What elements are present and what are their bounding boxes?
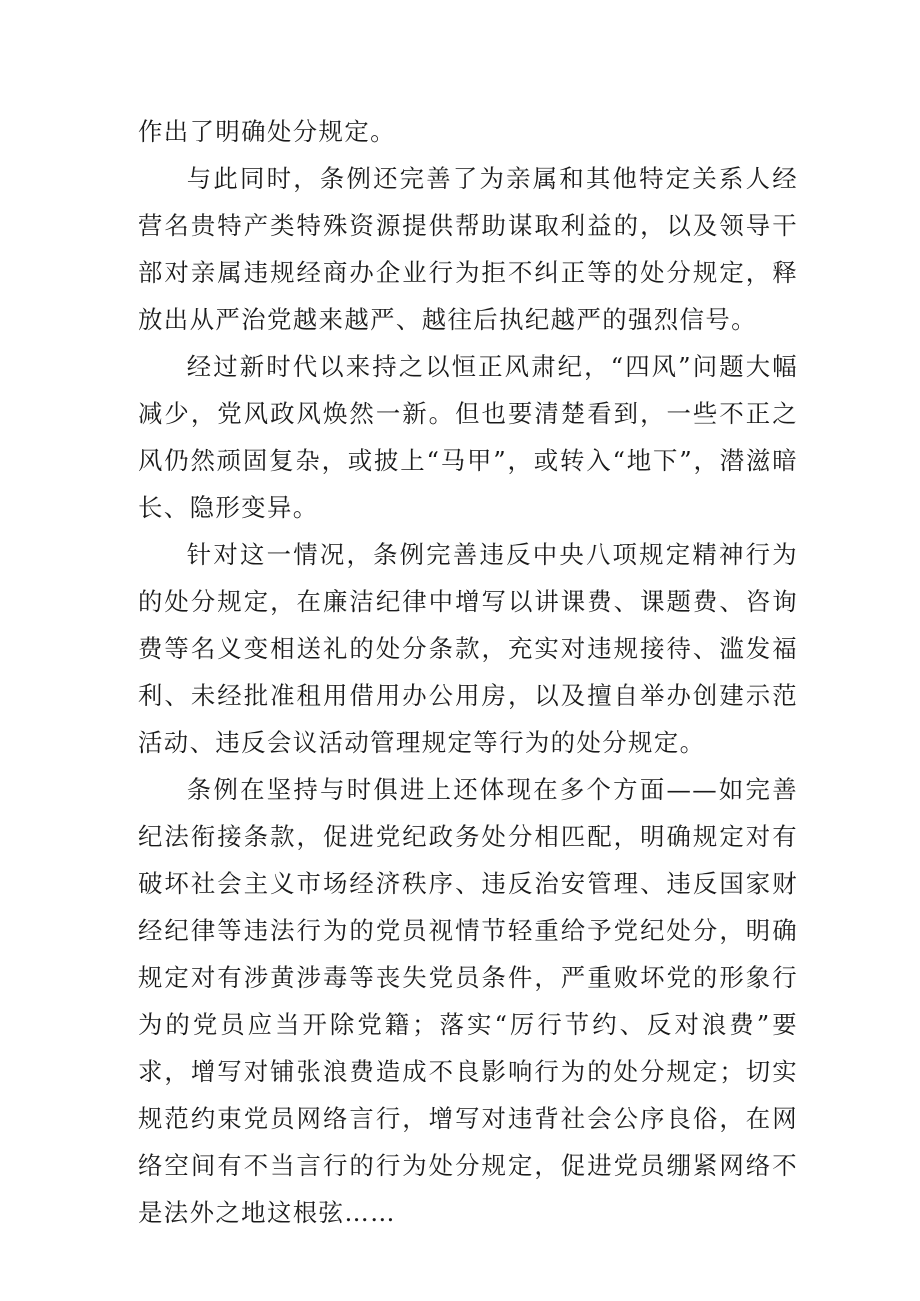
paragraph-relatives-provisions: 与此同时，条例还完善了为亲属和其他特定关系人经营名贵特产类特殊资源提供帮助谋取利益的，以及领导干部对亲属违规经商办企业行为拒不纠正等的处分规定，释放出从严治党越来越严、越往后执纪越严的强烈信号。 xyxy=(138,164,798,334)
document-body xyxy=(138,108,798,1236)
paragraph-continuation: 作出了明确处分规定。 xyxy=(138,117,396,146)
paragraph-four-winds: 经过新时代以来持之以恒正风肃纪，“四风”问题大幅减少，党风政风焕然一新。但也要清楚看到，一些不正之风仍然顽固复杂，或披上“马甲”，或转入“地下”，潜滋暗长、隐形变异。 xyxy=(138,352,798,522)
paragraph-keeping-pace: 条例在坚持与时俱进上还体现在多个方面——如完善纪法衔接条款，促进党纪政务处分相匹配，明确规定对有破坏社会主义市场经济秩序、违反治安管理、违反国家财经纪律等违法行为的党员视情节轻重给予党纪处分，明确规定对有涉黄涉毒等丧失党员条件，严重败坏党的形象行为的党员应当开除党籍；落实“厉行节约、反对浪费”要求，增写对铺张浪费造成不良影响行为的处分规定；切实规范约束党员网络言行，增写对违背社会公序良俗，在网络空间有不当言行的行为处分规定，促进党员绷紧网络不是法外之地这根弦…… xyxy=(138,775,798,1227)
paragraph-eight-rules: 针对这一情况，条例完善违反中央八项规定精神行为的处分规定，在廉洁纪律中增写以讲课费、课题费、咨询费等名义变相送礼的处分条款，充实对违规接待、滥发福利、未经批准租用借用办公用房，以及擅自举办创建示范活动、违反会议活动管理规定等行为的处分规定。 xyxy=(138,540,798,757)
